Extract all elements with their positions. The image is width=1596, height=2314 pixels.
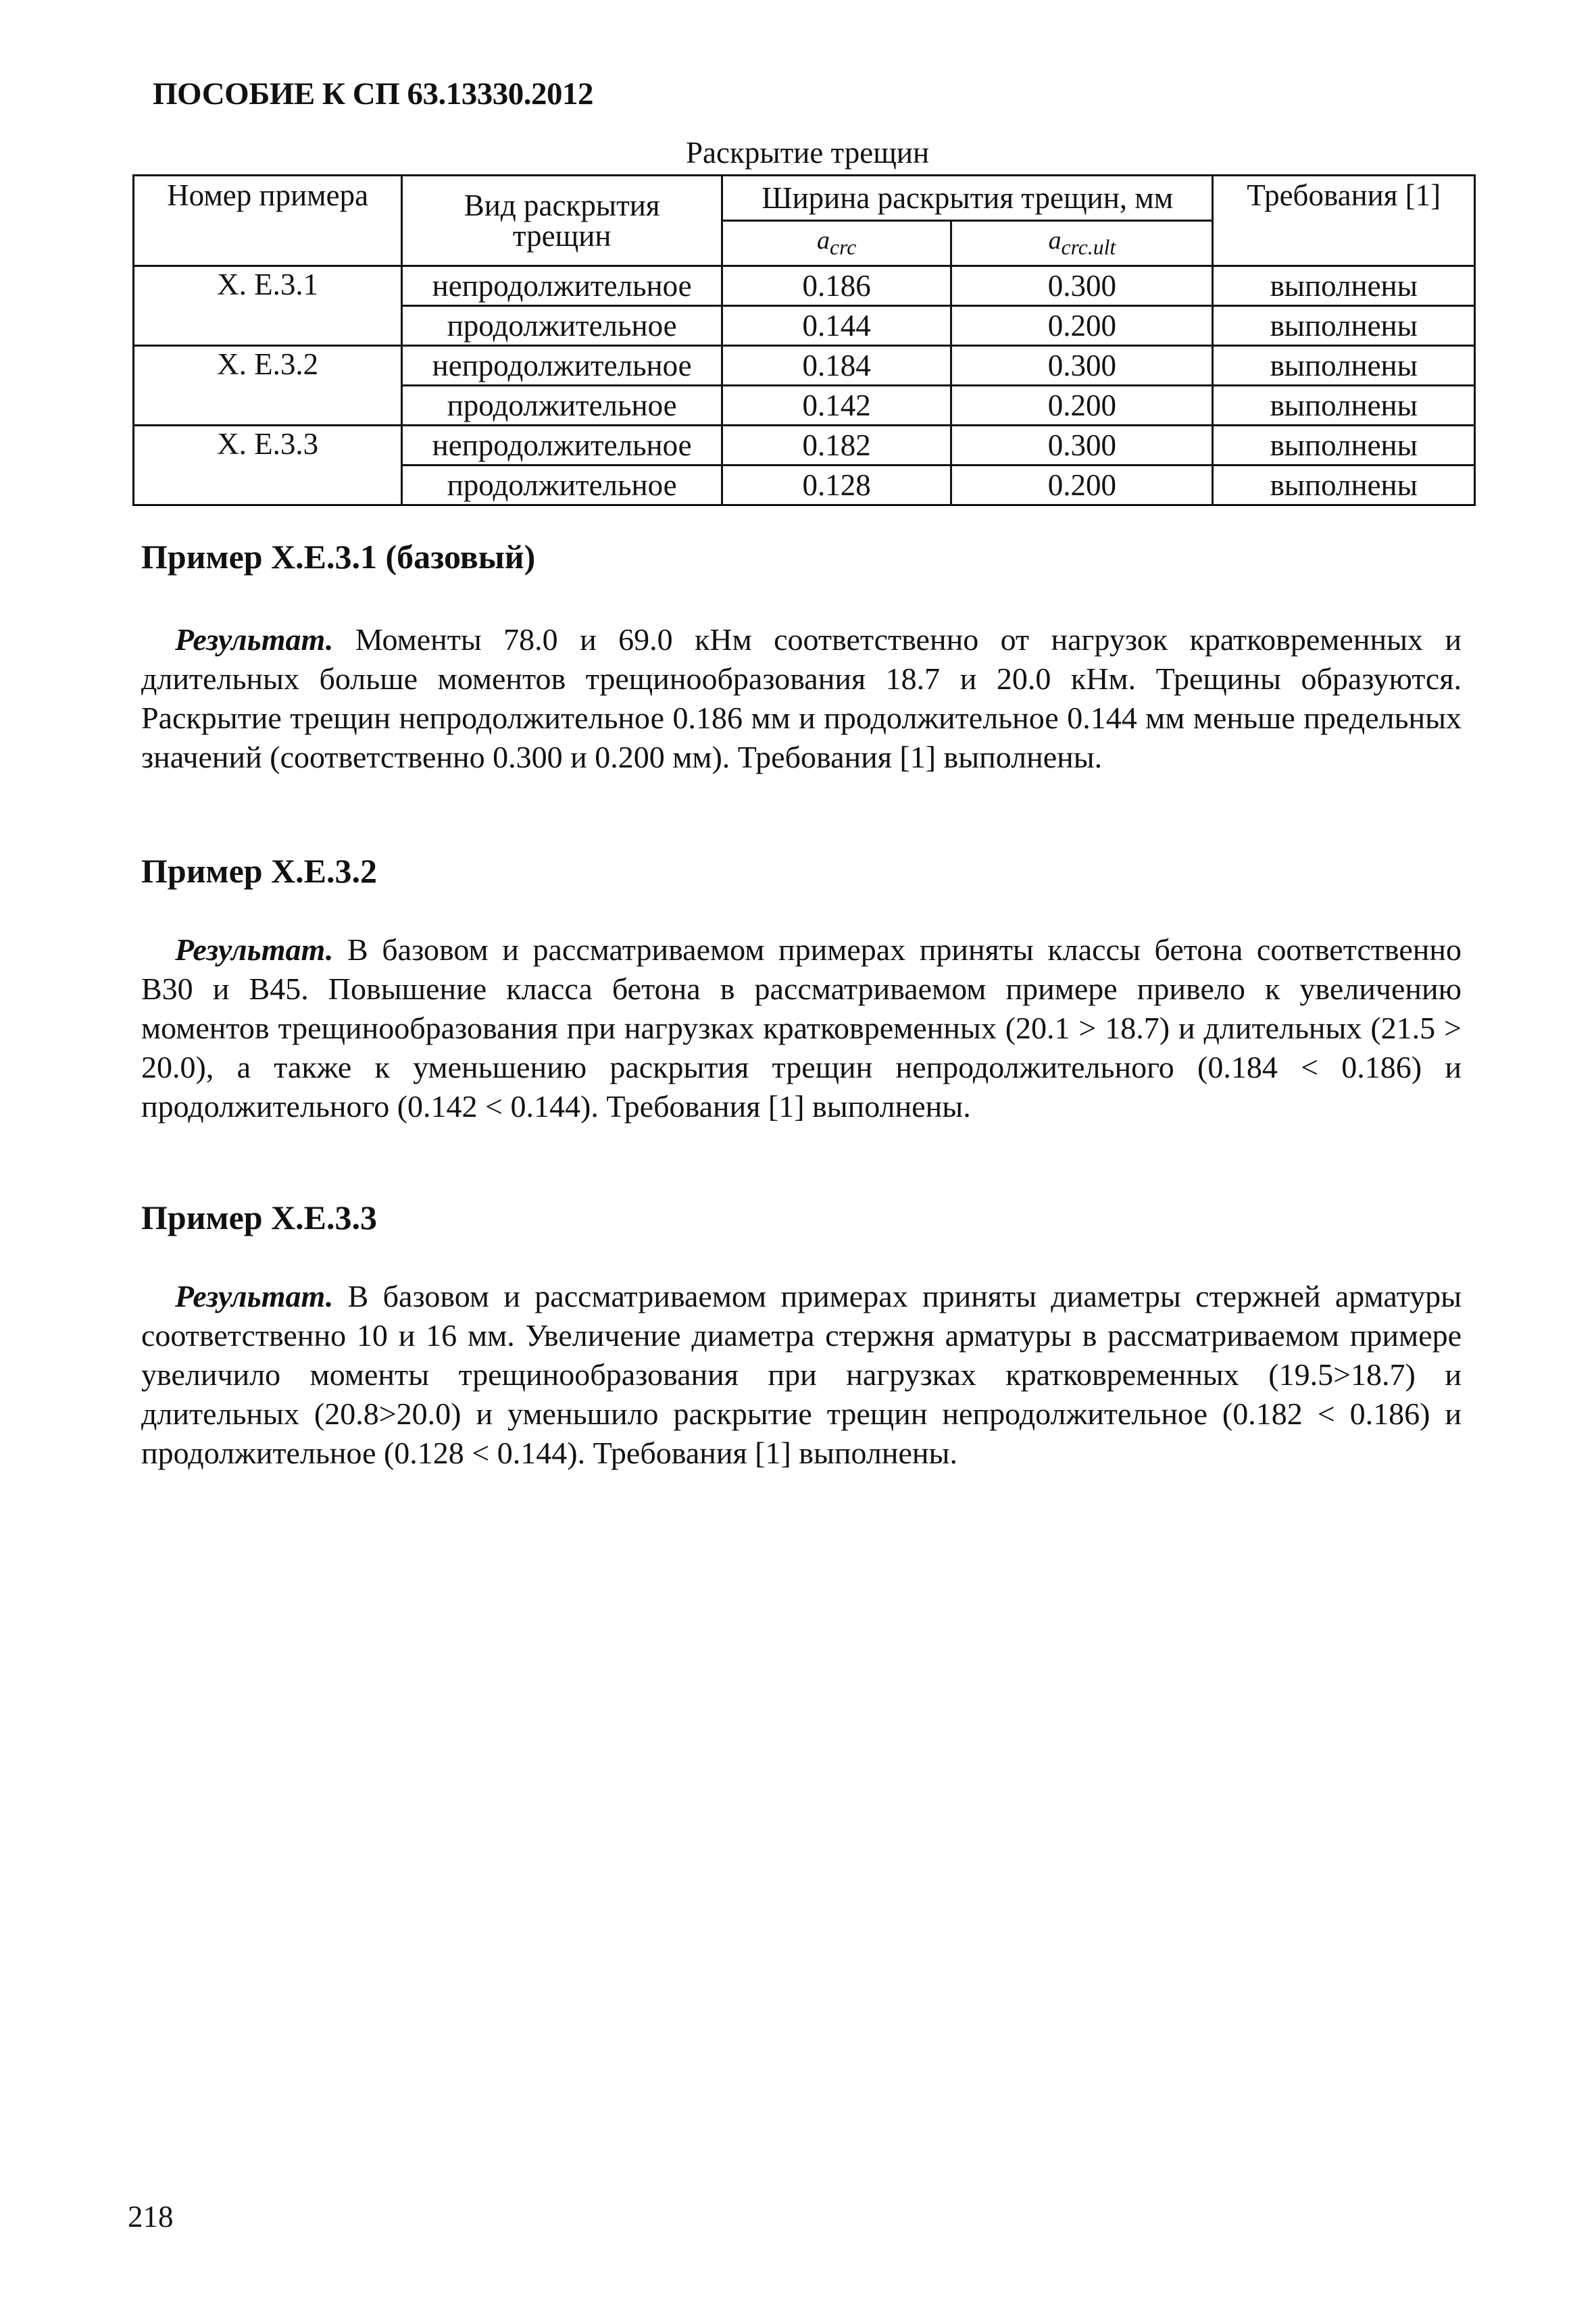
acrc-ult-cell: 0.200	[951, 386, 1213, 426]
status-cell: выполнены	[1213, 346, 1475, 386]
acrc-cell: 0.144	[722, 306, 951, 346]
acrc-ult-cell: 0.300	[951, 426, 1213, 466]
example-heading: Пример Х.Е.3.2	[141, 852, 378, 890]
page-number: 218	[128, 2200, 174, 2234]
example-cell: Х. Е.3.1	[134, 266, 402, 346]
result-lead: Результат.	[175, 622, 334, 657]
status-cell: выполнены	[1213, 266, 1475, 306]
example-heading: Пример Х.Е.3.1 (базовый)	[141, 538, 536, 576]
acrc-cell: 0.186	[722, 266, 951, 306]
acrc-ult-cell: 0.200	[951, 306, 1213, 346]
type-cell: непродолжительное	[402, 346, 722, 386]
crack-width-table	[132, 174, 1476, 506]
header-width: Ширина раскрытия трещин, мм	[722, 176, 1213, 221]
header-acrc-ult: $a_{crc.ult}$	[951, 221, 1213, 266]
table-caption: Раскрытие трещин	[686, 136, 930, 170]
acrc-ult-cell: 0.300	[951, 266, 1213, 306]
acrc-ult-cell: 0.200	[951, 466, 1213, 505]
status-cell: выполнены	[1213, 426, 1475, 466]
header-requirements: Требования [1]	[1213, 176, 1475, 266]
acrc-cell: 0.128	[722, 466, 951, 505]
table-row	[134, 266, 1475, 306]
result-paragraph	[141, 1277, 1462, 1473]
type-cell: непродолжительное	[402, 266, 722, 306]
result-paragraph	[141, 620, 1462, 777]
example-cell: Х. Е.3.3	[134, 426, 402, 505]
type-cell: продолжительное	[402, 466, 722, 505]
result-text: В базовом и рассматриваемом примерах приняты диаметры стержней арматуры соответственно 10 и 16 мм. Увеличение диаметра стержня арматуры в рассматриваемом примере увеличило моменты трещинообразования при нагрузках кратковременных (19.5>18.7) и длительных (20.8>20.0) и уменьшило раскрытие трещин непродолжительное (0.182 < 0.186) и продолжительное (0.128 < 0.144). Требования [1] выполнены.	[141, 1279, 1462, 1470]
status-cell: выполнены	[1213, 306, 1475, 346]
type-cell: непродолжительное	[402, 426, 722, 466]
example-heading: Пример Х.Е.3.3	[141, 1199, 378, 1236]
result-lead: Результат.	[175, 932, 334, 967]
status-cell: выполнены	[1213, 466, 1475, 505]
header-example: Номер примера	[134, 176, 402, 266]
header-acrc: $a_{crc}$	[722, 221, 951, 266]
acrc-cell: 0.182	[722, 426, 951, 466]
acrc-cell: 0.142	[722, 386, 951, 426]
table-row	[134, 426, 1475, 466]
result-text: В базовом и рассматриваемом примерах приняты классы бетона соответственно В30 и В45. Повышение класса бетона в рассматриваемом примере привело к увеличению моментов трещинообразования при нагрузках кратковременных (20.1 > 18.7) и длительных (21.5 > 20.0), а также к уменьшению раскрытия трещин непродолжительного (0.184 < 0.186) и продолжительного (0.142 < 0.144). Требования [1] выполнены.	[141, 932, 1462, 1124]
acrc-ult-cell: 0.300	[951, 346, 1213, 386]
example-cell: Х. Е.3.2	[134, 346, 402, 426]
result-lead: Результат.	[175, 1279, 334, 1313]
header-type: Вид раскрытия трещин	[402, 176, 722, 266]
running-header: ПОСОБИЕ К СП 63.13330.2012	[153, 76, 593, 111]
result-text: Моменты 78.0 и 69.0 кНм соответственно от нагрузок кратковременных и длительных больше моментов трещинообразования 18.7 и 20.0 кНм. Трещины образуются. Раскрытие трещин непродолжительное 0.186 мм и продолжительное 0.144 мм меньше предельных значений (соответственно 0.300 и 0.200 мм). Требования [1] выполнены.	[141, 622, 1462, 774]
type-cell: продолжительное	[402, 386, 722, 426]
status-cell: выполнены	[1213, 386, 1475, 426]
type-cell: продолжительное	[402, 306, 722, 346]
table-row	[134, 346, 1475, 386]
acrc-cell: 0.184	[722, 346, 951, 386]
result-paragraph	[141, 930, 1462, 1126]
